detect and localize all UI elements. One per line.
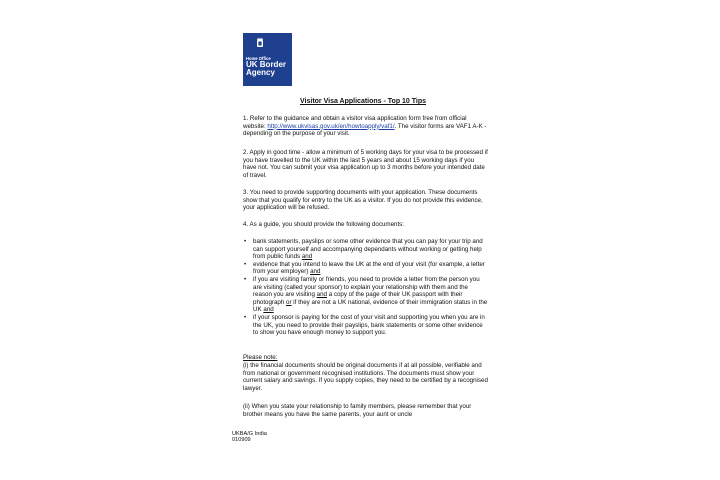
note-2: (ii) When you state your relationship to family members, please remember that your brother means you have the same parents, your aunt or uncle xyxy=(243,403,472,418)
bullet-text: if they are not a UK national, evidence of their immigration status in the UK xyxy=(253,298,488,314)
royal-crest-icon xyxy=(255,37,265,48)
tip-2: 2. Apply in good time - allow a minimum of 5 working days for your visa to be processed if you have travelled to the UK within the last 5 years and about 15 working days if you have not. You can submit your visa application up to 3 months before your intended date of travel. xyxy=(243,149,488,179)
bullet-text: bank statements, payslips or some other evidence that you can pay for your trip and can support yourself and accompanying dependants without working or getting help from public funds xyxy=(253,238,483,261)
bullet-and: and xyxy=(310,268,321,276)
list-item xyxy=(243,314,488,337)
logo-agency-text xyxy=(246,61,286,77)
logo-line-agency: Agency xyxy=(246,68,275,77)
bullet-text: evidence that you intend to leave the UK at the end of your visit (for example, a letter from your employer) xyxy=(253,260,485,276)
tip-3: 3. You need to provide supporting documents with your application. These documents show that you qualify for entry to the UK as a visitor. If you do not provide this evidence, your application will be refused. xyxy=(243,189,483,212)
document-footer-reference: UKBA/G India 010909 xyxy=(232,431,267,444)
documents-list xyxy=(243,238,488,337)
bullet-text: if your sponsor is paying for the cost of your visit and supporting you when you are in the UK, you need to provide their payslips, bank statements or some other evidence to show you have enough money to support you. xyxy=(253,313,485,337)
list-item xyxy=(243,276,488,314)
bullet-and: and xyxy=(301,253,313,261)
visa-form-link[interactable]: http://www.ukvisas.gov.uk/en/howtoapply/vaf1/ xyxy=(267,122,395,130)
uk-border-agency-logo xyxy=(243,33,292,86)
list-item xyxy=(243,261,488,276)
tip-1 xyxy=(243,115,488,138)
please-note-heading: Please note: xyxy=(243,354,278,361)
bullet-text: a copy of the page of their UK passport with their photograph xyxy=(253,291,463,306)
bullet-and: and xyxy=(316,291,327,299)
tip-1-text: 1. Refer to the guidance and obtain a visitor visa application form free from official website: xyxy=(243,115,467,130)
bullet-or: or xyxy=(286,298,292,306)
logo-line-uk-border: UK Border xyxy=(246,60,287,69)
list-item xyxy=(243,238,488,261)
tip-1-text-after: . The visitor forms are VAF1 A-K - depending on the purpose of your visit. xyxy=(243,122,487,138)
document-title: Visitor Visa Applications - Top 10 Tips xyxy=(300,98,427,105)
logo-home-office-text: Home Office xyxy=(246,56,271,61)
tip-4: 4. As a guide, you should provide the following documents: xyxy=(243,221,404,228)
bullet-and: and xyxy=(263,306,274,314)
bullet-text: if you are visiting family or friends, you need to provide a letter from the person you are visiting (called your sponsor) to explain your relationship with them and the reason you are visiting xyxy=(253,275,480,299)
note-1: (i) the financial documents should be original documents if at all possible, verifiable and from national or government recognised institutions. The documents must show your current salary and savings. If you supply copies, they need to be certified by a recognised lawyer. xyxy=(243,362,488,392)
